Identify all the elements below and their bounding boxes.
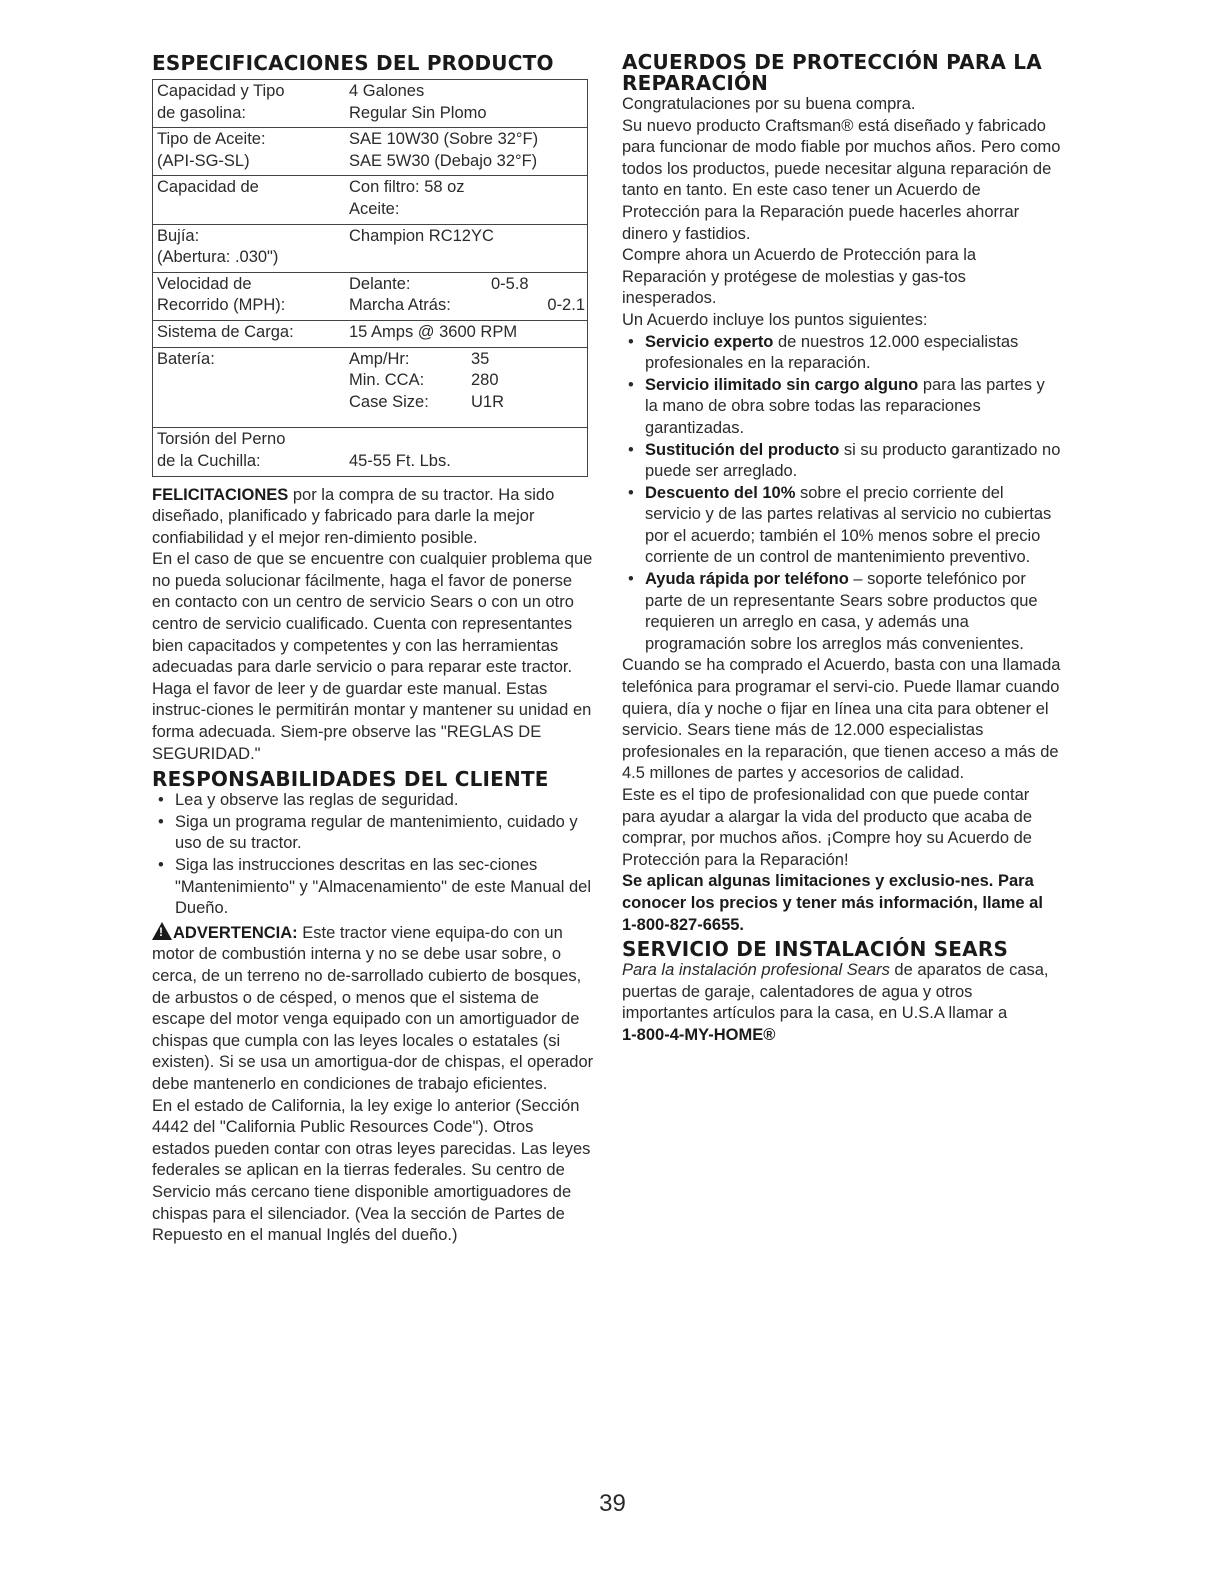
spec-value: 4 Galones	[349, 82, 425, 100]
spec-value-label: Marcha Atrás:	[349, 296, 451, 315]
spec-value: Con filtro: 58 oz	[349, 178, 465, 197]
installation-title: SERVICIO DE INSTALACIÓN SEARS	[622, 937, 1009, 962]
list-item-text: Siga las instrucciones descritas en las sec-ciones "Mantenimiento" y "Almacenamiento" de este Manual del Dueño.	[175, 856, 591, 918]
spec-key: Torsión del Perno	[157, 430, 286, 449]
spec-key: de la Cuchilla:	[157, 451, 261, 470]
spec-value: 280	[471, 371, 499, 390]
benefit-text: si su producto garantizado no puede ser arreglado.	[645, 440, 1061, 481]
spec-value-label: Min. CCA:	[349, 371, 425, 390]
benefit-title: Servicio ilimitado sin cargo alguno	[645, 375, 919, 394]
list-item: • Servicio ilimitado sin cargo alguno para las partes y la mano de obra sobre todas las reparaciones garantizadas.	[628, 375, 1045, 437]
spec-key: Velocidad de	[157, 274, 252, 293]
benefit-text: – soporte telefónico por parte de un representante Sears sobre productos que requieren un arreglo en casa, y además una programación sobre los arreglos más convenientes.	[645, 570, 1038, 653]
spec-key: de gasolina:	[157, 103, 246, 122]
responsibilities-title: RESPONSABILIDADES DEL CLIENTE	[152, 767, 549, 792]
congrats-paragraph	[152, 485, 594, 550]
spec-value-label: Delante:	[349, 274, 411, 293]
agreements-paragraph: Un Acuerdo incluye los puntos siguientes:	[622, 310, 928, 329]
page-number: 39	[599, 1490, 626, 1517]
spec-value: 35	[471, 349, 490, 368]
list-item: • Siga las instrucciones descritas en las sec-ciones "Mantenimiento" y "Almacenamiento" de este Manual del Dueño.	[158, 856, 591, 918]
list-item: • Servicio experto de nuestros 12.000 especialistas profesionales en la reparación.	[628, 332, 1019, 373]
spec-key: Batería:	[157, 349, 215, 368]
spec-key: (Abertura: .030")	[157, 248, 279, 267]
spec-row	[153, 428, 588, 476]
agreement-benefits-list	[622, 332, 1062, 656]
spec-row	[153, 320, 588, 347]
responsibilities-list	[152, 790, 594, 920]
spec-row	[153, 80, 588, 128]
agreements-intro: Congratulaciones por su buena compra.	[622, 95, 916, 113]
warning-paragraph	[152, 922, 594, 1096]
agreements-title: ACUERDOS DE PROTECCIÓN PARA LA REPARACIÓN	[622, 50, 1042, 95]
spec-value: 45-55 Ft. Lbs.	[349, 451, 451, 470]
benefit-text: para las partes y la mano de obra sobre todas las reparaciones garantizadas.	[645, 375, 1045, 437]
spec-key: Capacidad y Tipo	[157, 82, 285, 100]
list-item: • Lea y observe las reglas de seguridad.	[158, 791, 459, 810]
spec-row	[153, 347, 588, 428]
spec-value: Aceite:	[349, 199, 400, 218]
manual-paragraph: Haga el favor de leer y de guardar este manual. Estas instruc-ciones le permitirán montar y mantener su unidad en forma adecuada. Siem-pre observe las "REGLAS DE SEGURIDAD."	[152, 679, 592, 763]
installation-italic: Para la instalación profesional Sears	[622, 961, 890, 980]
benefit-title: Ayuda rápida por teléfono	[645, 570, 849, 589]
spec-value: 15 Amps @ 3600 RPM	[349, 322, 518, 341]
left-column	[152, 52, 594, 1247]
installation-paragraph	[622, 960, 1062, 1025]
spec-value: SAE 10W30 (Sobre 32°F)	[349, 130, 539, 149]
benefit-title: Sustitución del producto	[645, 440, 840, 459]
warning-text: Este tractor viene equipa-do con un motor de combustión interna y no se debe usar sobre, o cerca, de un terreno no de-sarrollado cubierto de bosques, de arbustos o de césped, o menos que el sistema de escape del motor venga equipado con un amortiguador de chispas que cumpla con las leyes locales o estatales (si existen). Si se usa un amortigua-dor de chispas, el operador debe mantenerlo en condiciones de trabajo eficientes.	[152, 923, 594, 1093]
list-item: • Sustitución del producto si su producto garantizado no puede ser arreglado.	[628, 440, 1061, 481]
agreements-paragraph: Compre ahora un Acuerdo de Protección para la Reparación y protégese de molestias y gas-tos inesperados.	[622, 246, 977, 308]
warning-lead: ADVERTENCIA:	[173, 923, 298, 942]
spec-value-label: Amp/Hr:	[349, 349, 410, 368]
spec-value: 0-5.8	[491, 274, 529, 293]
spec-value-label: Case Size:	[349, 392, 429, 411]
installation-text: de aparatos de casa, puertas de garaje, calentadores de agua y otros importantes artículos para la casa, en U.S.A llamar a	[622, 961, 1049, 1023]
spec-row	[153, 176, 588, 224]
spec-key: Bujía:	[157, 226, 200, 245]
spec-value: SAE 5W30 (Debajo 32°F)	[349, 151, 538, 170]
california-paragraph: En el estado de California, la ley exige lo anterior (Sección 4442 del "California Public Resources Code"). Otros estados pueden contar con otras leyes parecidas. Las leyes federales se aplican en la tierras federales. Su centro de Servicio más cercano tiene disponible amortiguadores de chispas para el silenciador. (Vea la sección de Partes de Repuesto en el manual Inglés del dueño.)	[152, 1096, 591, 1245]
installation-phone: 1-800-4-MY-HOME®	[622, 1025, 776, 1044]
spec-table	[152, 79, 588, 477]
benefit-title: Descuento del 10%	[645, 483, 796, 502]
spec-row	[153, 128, 588, 176]
spec-key: Recorrido (MPH):	[157, 296, 286, 315]
spec-value: Regular Sin Plomo	[349, 103, 487, 122]
agreements-paragraph: Cuando se ha comprado el Acuerdo, basta con una llamada telefónica para programar el servi-cio. Puede llamar cuando quiera, día y noche o fijar en línea una cita para obtener el servicio. Sears tiene más de 12.000 especialistas profesionales en la reparación, que tienen acceso a más de 4.5 millones de partes y accesorios de calidad.	[622, 656, 1061, 783]
warning-icon	[152, 922, 172, 940]
spec-value: 0-2.1	[547, 296, 585, 315]
agreements-paragraph: Este es el tipo de profesionalidad con que puede contar para ayudar a alargar la vida del producto que acaba de comprar, por muchos años. ¡Compre hoy su Acuerdo de Protección para la Reparación!	[622, 786, 1033, 869]
benefit-text: de nuestros 12.000 especialistas profesionales en la reparación.	[645, 332, 1019, 373]
list-item-text: Siga un programa regular de mantenimiento, cuidado y uso de su tractor.	[175, 812, 578, 853]
list-item: • Descuento del 10% sobre el precio corriente del servicio y de las partes relativas al servicio no cubiertas por el acuerdo; también el 10% menos sobre el precio corriente de un control de mantenimiento preventivo.	[628, 483, 1052, 567]
spec-value: Champion RC12YC	[349, 226, 494, 245]
spec-row	[153, 272, 588, 320]
agreements-paragraph: Su nuevo producto Craftsman® está diseñado y fabricado para funcionar de modo fiable por muchos años. Pero como todos los productos, puede necesitar alguna reparación de tanto en tanto. En este caso tener un Acuerdo de Protección para la Reparación puede hacerles ahorrar dinero y fastidios.	[622, 116, 1061, 243]
congrats-text: por la compra de su tractor. Ha sido diseñado, planificado y fabricado para darle la mejor confiabilidad y el mejor ren-dimiento posible.	[152, 485, 555, 547]
list-item: • Siga un programa regular de mantenimiento, cuidado y uso de su tractor.	[158, 812, 578, 853]
list-item-text: Lea y observe las reglas de seguridad.	[175, 791, 459, 810]
limitations-paragraph: Se aplican algunas limitaciones y exclusio-nes. Para conocer los precios y tener más información, llame al 1-800-827-6655.	[622, 872, 1043, 934]
benefit-title: Servicio experto	[645, 332, 774, 351]
problem-paragraph: En el caso de que se encuentre con cualquier problema que no pueda solucionar fácilmente, haga el favor de ponerse en contacto con un centro de servicio Sears o con un otro centro de servicio cualificado. Cuenta con representantes bien capacitados y competentes y con las herramientas adecuadas para darle servicio o para reparar este tractor.	[152, 550, 593, 677]
right-column	[622, 52, 1062, 1047]
spec-key: Tipo de Aceite:	[157, 130, 266, 149]
spec-value: U1R	[471, 392, 505, 411]
list-item: • Ayuda rápida por teléfono – soporte telefónico por parte de un representante Sears sobre productos que requieren un arreglo en casa, y además una programación sobre los arreglos más convenientes.	[628, 570, 1038, 653]
spec-title: ESPECIFICACIONES DEL PRODUCTO	[152, 51, 554, 75]
spec-value	[349, 429, 585, 451]
congrats-lead: FELICITACIONES	[152, 485, 289, 504]
spec-key: (API-SG-SL)	[157, 151, 250, 170]
spec-row	[153, 224, 588, 272]
spec-key: Capacidad de	[157, 178, 259, 197]
benefit-text: sobre el precio corriente del servicio y de las partes relativas al servicio no cubiertas por el acuerdo; también el 10% menos sobre el precio corriente de un control de mantenimiento preventivo.	[645, 483, 1052, 567]
spec-key: Sistema de Carga:	[157, 322, 294, 341]
